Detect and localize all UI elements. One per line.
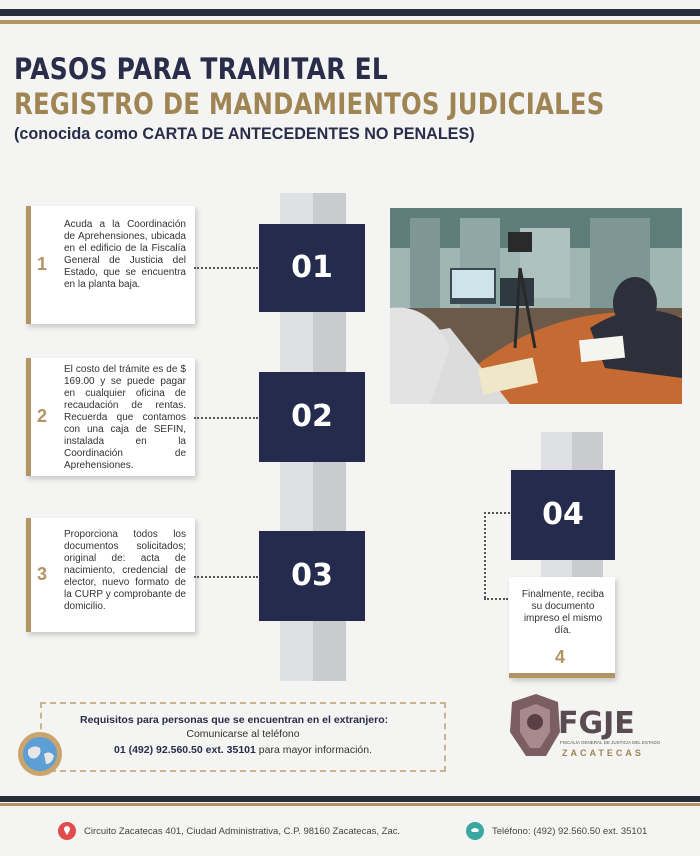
page-title-line1: PASOS PARA TRAMITAR EL bbox=[14, 52, 389, 86]
abroad-phone[interactable]: 01 (492) 92.560.50 ext. 35101 bbox=[113, 744, 256, 756]
fgje-emblem-icon bbox=[506, 692, 564, 762]
step-badge-4: 04 bbox=[511, 470, 615, 560]
abroad-heading: Requisitos para personas que se encuentran en el extranjero: bbox=[80, 714, 389, 726]
step-card-2 bbox=[26, 358, 195, 476]
abroad-line1: Comunicarse al teléfono bbox=[186, 728, 300, 740]
step-badge-1: 01 bbox=[259, 224, 365, 312]
step-text-4: Finalmente, reciba su documento impreso el mismo día. bbox=[521, 589, 605, 636]
connector-4-top bbox=[484, 512, 510, 514]
page-title-line2: REGISTRO DE MANDAMIENTOS JUDICIALES bbox=[14, 87, 605, 121]
bottom-gold-bar bbox=[0, 803, 700, 806]
step-number-2: 2 bbox=[37, 406, 48, 426]
top-gold-bar bbox=[0, 20, 700, 24]
top-dark-bar bbox=[0, 9, 700, 16]
bottom-dark-bar bbox=[0, 796, 700, 802]
footer-address: Circuito Zacatecas 401, Ciudad Administrativa, C.P. 98160 Zacatecas, Zac. bbox=[84, 826, 401, 837]
logo-state: ZACATECAS bbox=[562, 748, 644, 758]
step-number-1: 1 bbox=[37, 254, 48, 274]
abroad-line2 bbox=[42, 744, 444, 756]
step-number-3: 3 bbox=[37, 564, 48, 584]
connector-2 bbox=[194, 417, 258, 419]
step-text-1: Acuda a la Coordinación de Aprehensiones, ubicada en el edificio de la Fiscalía General de Justicia del Estado, que se encuentra en la planta baja. bbox=[64, 219, 186, 290]
office-photo bbox=[390, 208, 682, 404]
footer-phone[interactable]: Teléfono: (492) 92.560.50 ext. 35101 bbox=[492, 826, 648, 837]
connector-3 bbox=[194, 576, 258, 578]
step-number-4: 4 bbox=[555, 647, 566, 667]
step-badge-3: 03 bbox=[259, 531, 365, 621]
step-badge-2: 02 bbox=[259, 372, 365, 462]
abroad-info-box bbox=[40, 702, 446, 772]
location-pin-icon bbox=[58, 822, 76, 840]
connector-4-vertical bbox=[484, 512, 486, 598]
step-text-3: Proporciona todos los documentos solicitados; original de: acta de nacimiento, credencial de elector, nuevo formato de la CURP y comprobante de domicilio. bbox=[64, 529, 186, 612]
connector-1 bbox=[194, 267, 258, 269]
phone-icon bbox=[466, 822, 484, 840]
page-subtitle: (conocida como CARTA DE ANTECEDENTES NO PENALES) bbox=[14, 124, 475, 143]
step-text-2: El costo del trámite es de $ 169.00 y se puede pagar en cualquier oficina de recaudación de rentas. Recuerda que contamos con una caja de SEFIN, instalada en la Coordinación de Aprehensiones. bbox=[64, 364, 186, 471]
fgje-logo bbox=[506, 688, 661, 770]
step-card-4 bbox=[509, 577, 615, 678]
logo-acronym: FGJE bbox=[558, 706, 635, 741]
step-card-1 bbox=[26, 206, 195, 324]
connector-4-bottom bbox=[484, 598, 508, 600]
abroad-line2-suffix: para mayor información. bbox=[258, 744, 372, 756]
logo-full-name: FISCALÍA GENERAL DE JUSTICIA DEL ESTADO bbox=[560, 740, 661, 745]
step-card-3 bbox=[26, 518, 195, 632]
globe-icon bbox=[18, 732, 62, 776]
